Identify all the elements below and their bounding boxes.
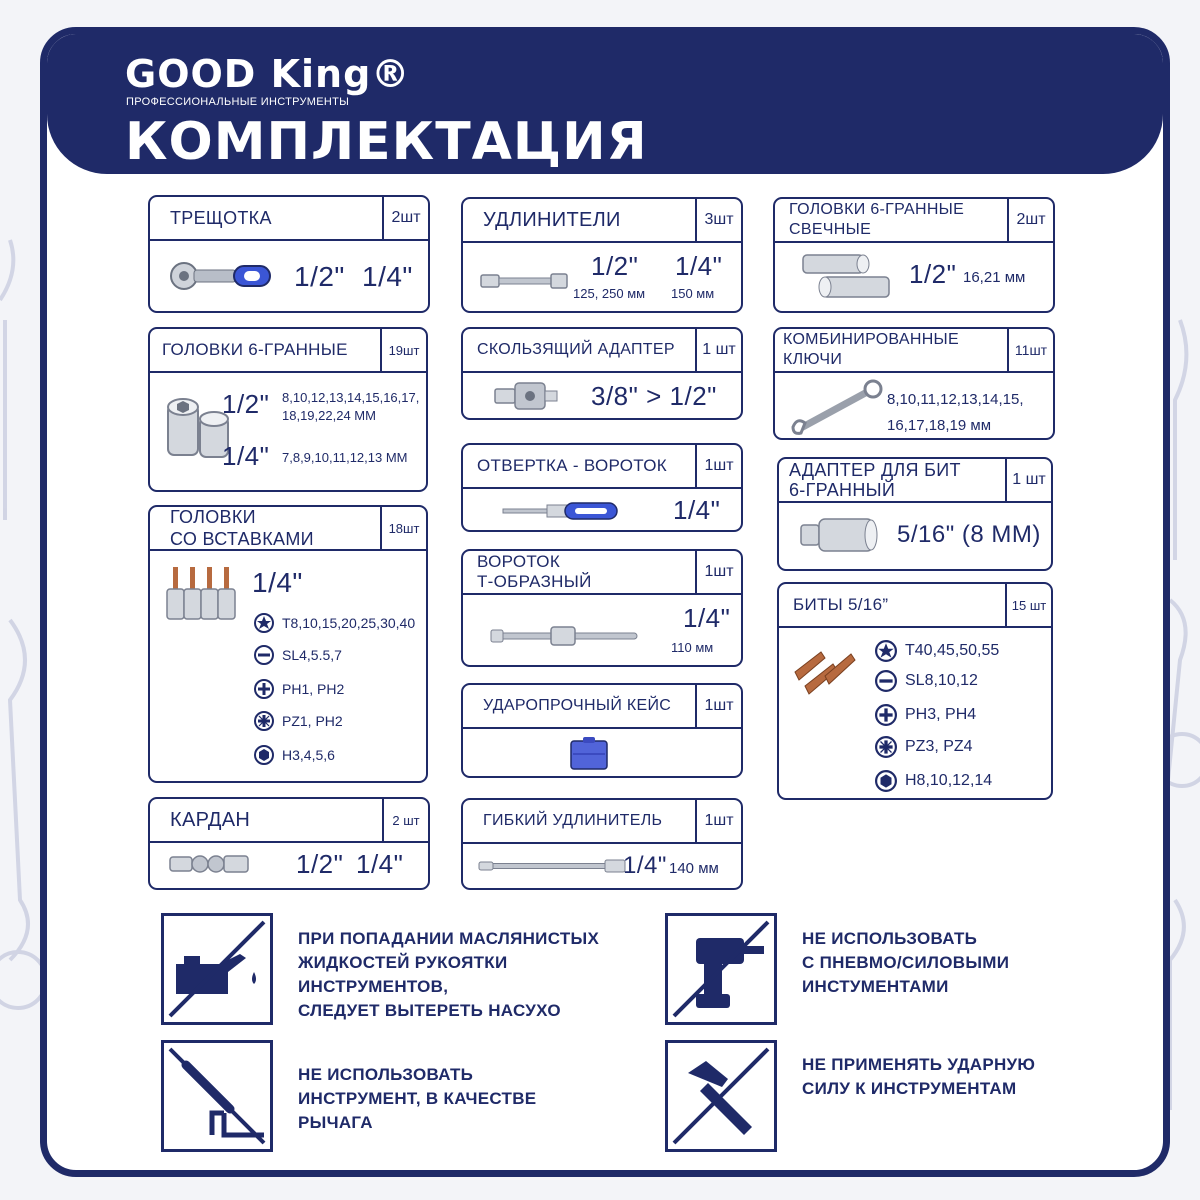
tbar-length: 110 мм <box>671 640 714 655</box>
card-qty: 3шт <box>695 199 741 241</box>
flex-length: 140 мм <box>669 860 719 877</box>
sizes-quarter: 7,8,9,10,11,12,13 ММ <box>282 450 408 465</box>
lever-prohibited-icon <box>164 1043 270 1149</box>
card-combination-wrenches <box>773 327 1055 440</box>
spark-plug-socket-icon <box>801 251 897 303</box>
size-half: 1/2" <box>296 849 344 879</box>
warning-drill-box <box>665 913 777 1025</box>
slot-sizes: SL8,10,12 <box>905 672 978 689</box>
card-flex-extension <box>461 798 743 890</box>
torx-icon <box>875 640 897 662</box>
size-quarter: 1/4" <box>356 849 404 879</box>
bit-row-pozi <box>875 736 973 758</box>
torx-sizes: T8,10,15,20,25,30,40 <box>282 615 416 631</box>
size-quarter: 1/4" <box>222 441 270 471</box>
card-title-line2: 6-ГРАННЫЙ <box>789 480 896 500</box>
card-screwdriver-spinner <box>461 443 743 532</box>
bit-row-torx <box>254 613 415 633</box>
universal-joint-icon <box>168 851 250 877</box>
card-qty: 1шт <box>695 445 741 487</box>
slot-icon <box>254 645 274 665</box>
card-title: ТРЕЩОТКА <box>170 208 272 228</box>
size-quarter: 1/4" <box>675 251 723 281</box>
extension-bar-icon <box>479 271 569 291</box>
card-hex-sockets <box>148 327 428 492</box>
pozidriv-icon <box>254 711 274 731</box>
size-half: 1/2" <box>909 259 957 289</box>
size-half: 1/2" <box>591 251 639 281</box>
card-title: ГОЛОВКИ 6-ГРАННЫЕ <box>162 340 348 359</box>
sliding-adapter-icon <box>493 381 559 411</box>
warning-drill-text: НЕ ИСПОЛЬЗОВАТЬ С ПНЕВМО/СИЛОВЫМИ ИНСТУМЕНТАМИ <box>802 929 1010 996</box>
tool-case-icon <box>569 737 609 771</box>
bit-row-torx <box>875 640 999 662</box>
warning-hammer-box <box>665 1040 777 1152</box>
warning-hammer-text: НЕ ПРИМЕНЯТЬ УДАРНУЮ СИЛУ К ИНСТРУМЕНТАМ <box>802 1055 1036 1098</box>
oil-can-prohibited-icon <box>164 916 270 1022</box>
sizes-half-line2: 18,19,22,24 ММ <box>282 408 376 423</box>
torx-sizes: T40,45,50,55 <box>905 642 1000 659</box>
card-title-line1: ГОЛОВКИ 6-ГРАННЫЕ <box>789 201 965 218</box>
bit-adapter-icon <box>799 515 879 555</box>
card-ratchet <box>148 195 430 313</box>
card-qty: 1 шт <box>695 329 741 371</box>
card-qty: 19шт <box>380 329 426 371</box>
hex-icon <box>254 745 274 765</box>
card-title: СКОЛЬЗЯЩИЙ АДАПТЕР <box>477 341 675 358</box>
card-qty: 1 шт <box>1005 459 1051 501</box>
page-title: КОМПЛЕКТАЦИЯ <box>125 112 648 172</box>
ratchet-icon <box>168 259 272 293</box>
bit-row-hex <box>875 770 992 792</box>
size-quarter: 1/4" <box>252 567 303 598</box>
phillips-sizes: PH1, PH2 <box>282 681 345 697</box>
torx-icon <box>254 613 274 633</box>
card-spark-plug-sockets <box>773 197 1055 313</box>
card-qty: 2 шт <box>382 799 428 841</box>
card-title-line2: СО ВСТАВКАМИ <box>170 529 314 549</box>
adapter-value: 3/8" > 1/2" <box>591 381 717 411</box>
brand-logo: GOOD King® <box>125 52 411 96</box>
hex-sizes: H8,10,12,14 <box>905 772 993 789</box>
phillips-icon <box>875 704 897 726</box>
size-quarter: 1/4" <box>362 261 413 292</box>
card-title: УДЛИНИТЕЛИ <box>483 209 621 231</box>
phillips-icon <box>254 679 274 699</box>
hammer-prohibited-icon <box>668 1043 774 1149</box>
card-extensions <box>461 197 743 313</box>
pozidriv-sizes: PZ1, PH2 <box>282 713 343 729</box>
hex-sizes: H3,4,5,6 <box>282 747 335 763</box>
card-bits <box>777 582 1053 800</box>
size-quarter: 1/4" <box>683 603 731 633</box>
card-title: УДАРОПРОЧНЫЙ КЕЙС <box>483 697 672 714</box>
card-qty: 11шт <box>1007 329 1053 371</box>
card-title-line1: КОМБИНИРОВАННЫЕ <box>783 331 959 348</box>
pozidriv-icon <box>875 736 897 758</box>
len-half: 125, 250 мм <box>573 286 646 301</box>
warning-lever-text: НЕ ИСПОЛЬЗОВАТЬ ИНСТРУМЕНТ, В КАЧЕСТВЕ РЫЧАГА <box>298 1065 537 1132</box>
card-qty: 18шт <box>380 507 426 549</box>
flex-extension-icon <box>477 858 627 874</box>
card-t-bar <box>461 549 743 667</box>
card-qty: 1шт <box>695 685 741 727</box>
sizes-half-line1: 8,10,12,13,14,15,16,17, <box>282 390 420 405</box>
card-bit-adapter <box>777 457 1053 571</box>
warning-oil-text: ПРИ ПОПАДАНИИ МАСЛЯНИСТЫХ ЖИДКОСТЕЙ РУКОЯТКИ ИНСТРУМЕНТОВ, СЛЕДУЕТ ВЫТЕРЕТЬ НАСУХО <box>298 929 600 1020</box>
size-half: 1/2" <box>222 389 270 419</box>
card-title: КАРДАН <box>170 809 251 831</box>
card-case <box>461 683 743 778</box>
size-quarter: 1/4" <box>623 852 667 879</box>
size-quarter: 1/4" <box>673 495 721 525</box>
bit-row-phillips <box>875 704 976 726</box>
card-title: ОТВЕРТКА - ВОРОТОК <box>477 456 667 475</box>
card-title-line2: КЛЮЧИ <box>783 351 843 368</box>
card-cardan <box>148 797 430 890</box>
card-title-line2: Т-ОБРАЗНЫЙ <box>477 572 592 591</box>
bit-row-phillips <box>254 679 344 699</box>
card-sliding-adapter <box>461 327 743 420</box>
card-title-line1: АДАПТЕР ДЛЯ БИТ <box>789 460 961 480</box>
power-drill-prohibited-icon <box>668 916 774 1022</box>
plug-sizes: 16,21 мм <box>963 269 1026 286</box>
phillips-sizes: PH3, PH4 <box>905 706 977 723</box>
wrench-sizes-line2: 16,17,18,19 мм <box>887 417 992 434</box>
bit-row-slot <box>875 670 978 692</box>
card-title: ГИБКИЙ УДЛИНИТЕЛЬ <box>483 812 663 829</box>
copper-bits-icon <box>791 642 863 698</box>
hex-icon <box>875 770 897 792</box>
bit-row-hex <box>254 745 335 765</box>
card-title-line1: ВОРОТОК <box>477 552 561 571</box>
bit-sockets-icon <box>166 565 240 621</box>
card-title-line1: ГОЛОВКИ <box>170 507 256 527</box>
card-qty: 2шт <box>382 197 428 239</box>
size-half: 1/2" <box>294 261 345 292</box>
brand-subtitle: ПРОФЕССИОНАЛЬНЫЕ ИНСТРУМЕНТЫ <box>126 96 350 108</box>
len-quarter: 150 мм <box>671 286 715 301</box>
card-bit-sockets <box>148 505 428 783</box>
slot-icon <box>875 670 897 692</box>
pozidriv-sizes: PZ3, PZ4 <box>905 738 973 755</box>
slot-sizes: SL4,5.5,7 <box>282 647 342 663</box>
warning-oil-box <box>161 913 273 1025</box>
wrench-sizes-line1: 8,10,11,12,13,14,15, <box>887 391 1024 408</box>
card-qty: 15 шт <box>1005 584 1051 626</box>
t-bar-icon <box>489 623 639 649</box>
spinner-handle-icon <box>501 501 621 521</box>
card-title: БИТЫ 5/16” <box>793 595 889 614</box>
warning-lever-box <box>161 1040 273 1152</box>
wrench-icon <box>789 379 885 439</box>
card-qty: 1шт <box>695 800 741 842</box>
header-banner <box>47 34 1163 174</box>
bit-row-slot <box>254 645 342 665</box>
adapter-value: 5/16" (8 ММ) <box>897 521 1041 548</box>
card-qty: 2шт <box>1007 199 1053 241</box>
card-qty: 1шт <box>695 551 741 593</box>
bit-row-pozi <box>254 711 343 731</box>
card-title-line2: СВЕЧНЫЕ <box>789 221 872 238</box>
